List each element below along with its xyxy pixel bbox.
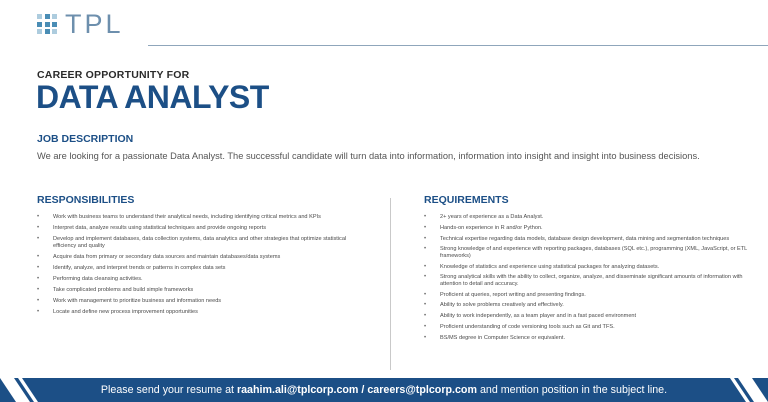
list-item: • Work with business teams to understand their analytical needs, including identifying critical metrics and KPIs bbox=[37, 214, 367, 220]
job-description-text: We are looking for a passionate Data Analyst. The successful candidate will turn data into information, information into insight and insight into business decisions. bbox=[37, 151, 700, 161]
list-item: • Work with management to prioritize business and information needs bbox=[37, 298, 367, 304]
list-item: • 2+ years of experience as a Data Analyst. bbox=[424, 214, 759, 220]
list-item: • Identify, analyze, and interpret trends or patterns in complex data sets bbox=[37, 265, 367, 271]
footer-text bbox=[0, 378, 768, 402]
tpl-logo-mark-icon bbox=[37, 14, 57, 34]
list-item: • Ability to solve problems creatively and effectively. bbox=[424, 302, 759, 308]
list-item: • Acquire data from primary or secondary data sources and maintain databases/data systems bbox=[37, 254, 367, 260]
list-item: • Technical expertise regarding data models, database design development, data mining and segmentation techniques bbox=[424, 236, 759, 242]
list-item: • Hands-on experience in R and/or Python. bbox=[424, 225, 759, 231]
responsibilities-list bbox=[37, 214, 367, 320]
list-item: • Proficient understanding of code versioning tools such as Git and TFS. bbox=[424, 324, 759, 330]
requirements-list bbox=[424, 214, 759, 346]
list-item: • Strong analytical skills with the ability to collect, organize, analyze, and disseminate significant amounts of information with attention to detail and accuracy. bbox=[424, 274, 759, 287]
list-item: • Proficient at queries, report writing and presenting findings. bbox=[424, 292, 759, 298]
job-description-heading: JOB DESCRIPTION bbox=[37, 133, 134, 145]
footer-banner bbox=[0, 378, 768, 402]
footer-suffix: and mention position in the subject line. bbox=[476, 384, 668, 396]
requirements-heading: REQUIREMENTS bbox=[424, 194, 509, 206]
list-item: • Ability to work independently, as a team player and in a fast paced environment bbox=[424, 313, 759, 319]
career-kicker: CAREER OPPORTUNITY FOR bbox=[37, 69, 190, 81]
list-item: • BS/MS degree in Computer Science or equivalent. bbox=[424, 335, 759, 341]
logo-text: TPL bbox=[65, 9, 124, 39]
list-item: • Interpret data, analyze results using statistical techniques and provide ongoing reports bbox=[37, 225, 367, 231]
list-item: • Locate and define new process improvement opportunities bbox=[37, 309, 367, 315]
footer-prefix: Please send your resume at bbox=[100, 384, 237, 396]
page-title: DATA ANALYST bbox=[36, 79, 269, 115]
list-item: • Develop and implement databases, data collection systems, data analytics and other strategies that optimize statistical efficiency and quality bbox=[37, 236, 367, 249]
column-divider bbox=[390, 198, 391, 370]
list-item: • Strong knowledge of and experience with reporting packages, databases (SQL etc.), programming (XML, JavaScript, or ETL frameworks) bbox=[424, 246, 759, 259]
header-divider bbox=[148, 45, 768, 46]
list-item: • Knowledge of statistics and experience using statistical packages for analyzing datasets. bbox=[424, 264, 759, 270]
header bbox=[0, 0, 768, 48]
responsibilities-heading: RESPONSIBILITIES bbox=[37, 194, 135, 206]
list-item: • Performing data cleansing activities. bbox=[37, 276, 367, 282]
tpl-logo bbox=[37, 9, 124, 39]
footer-emails[interactable]: raahim.ali@tplcorp.com / careers@tplcorp.com bbox=[236, 384, 477, 396]
list-item: • Take complicated problems and build simple frameworks bbox=[37, 287, 367, 293]
